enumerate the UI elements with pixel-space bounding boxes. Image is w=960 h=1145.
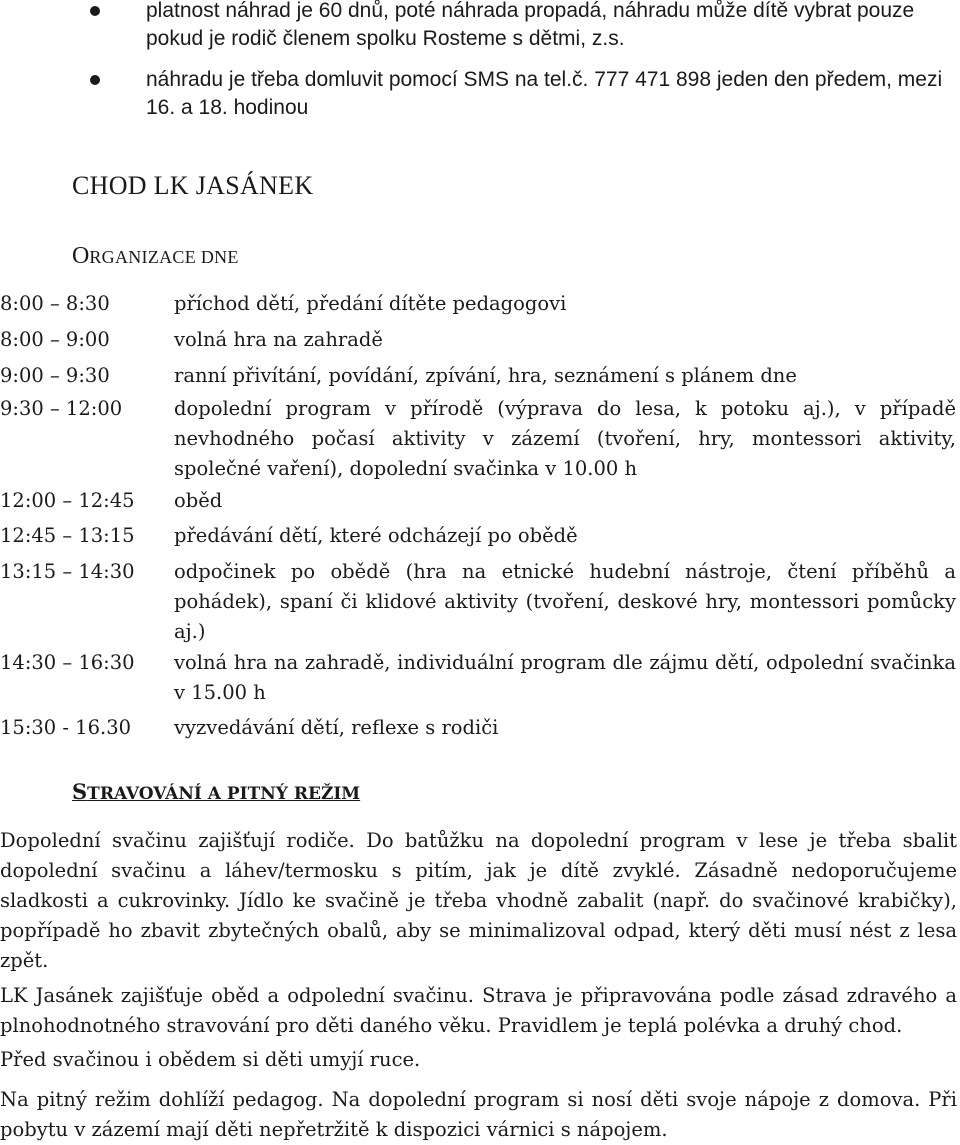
bullet-dot-icon — [90, 6, 100, 16]
schedule-activity: oběd — [174, 489, 223, 512]
heading-initial: O — [72, 243, 90, 269]
schedule-activity: dopolední program v přírodě (výprava do lesa, k potoku aj.), v případě nevhodného počasí aktivity v zázemí (tvoření, hry, montessori aktivity, společné vaření), dopolední svačinka v 10.00 h — [174, 397, 956, 480]
heading-rest: RGANIZACE DNE — [89, 247, 239, 267]
schedule-activity: volná hra na zahradě, individuální program dle zájmu dětí, odpolední svačinka v 15.00 h — [174, 651, 956, 704]
schedule-time: 12:00 – 12:45 — [0, 489, 135, 512]
paragraph: Na pitný režim dohlíží pedagog. Na dopolední program si nosí děti svoje nápoje z domova. Při pobytu v zázemí mají děti nepřetržitě k dispozici várnici s nápojem. — [0, 1088, 957, 1141]
schedule-activity: vyzvedávání dětí, reflexe s rodiči — [174, 716, 499, 739]
schedule-time: 9:30 – 12:00 — [0, 397, 123, 420]
heading-rest: TRAVOVÁNÍ A PITNÝ REŽIM — [87, 784, 361, 804]
schedule-activity: volná hra na zahradě — [174, 328, 383, 351]
paragraph: Před svačinou i obědem si děti umyjí ruce. — [0, 1048, 421, 1071]
heading-initial: S — [72, 779, 88, 804]
bullet-text: platnost náhrad je 60 dnů, poté náhrada propadá, náhradu může dítě vybrat pouze pokud je rodič členem spolku Rosteme s dětmi, z.s. — [146, 0, 915, 50]
schedule-activity: příchod dětí, předání dítěte pedagogovi — [174, 292, 567, 315]
schedule-time: 14:30 – 16:30 — [0, 651, 135, 674]
bullet-text: náhradu je třeba domluvit pomocí SMS na tel.č. 777 471 898 jeden den předem, mezi 16. a 18. hodinou — [146, 68, 943, 119]
schedule-activity: ranní přivítání, povídání, zpívání, hra, seznámení s plánem dne — [174, 364, 797, 387]
schedule-activity: předávání dětí, které odcházejí po obědě — [174, 524, 578, 547]
schedule-time: 8:00 – 9:00 — [0, 328, 110, 351]
schedule-time: 12:45 – 13:15 — [0, 524, 135, 547]
section-title: CHOD LK JASÁNEK — [72, 171, 314, 200]
schedule-time: 8:00 – 8:30 — [0, 292, 110, 315]
schedule-heading — [72, 243, 239, 270]
schedule-activity: odpočinek po obědě (hra na etnické hudební nástroje, čtení příběhů a pohádek), spaní či klidové aktivity (tvoření, deskové hry, montessori pomůcky aj.) — [174, 560, 956, 643]
bullet-dot-icon — [90, 75, 100, 85]
nutrition-heading — [72, 779, 360, 804]
paragraph: LK Jasánek zajišťuje oběd a odpolední svačinu. Strava je připravována podle zásad zdravého a plnohodnotného stravování pro děti daného věku. Pravidlem je teplá polévka a druhý chod. — [0, 984, 957, 1037]
schedule-time: 15:30 - 16.30 — [0, 716, 132, 739]
paragraph: Dopolední svačinu zajišťují rodiče. Do batůžku na dopolední program v lese je třeba sbalit dopolední svačinu a láhev/termosku s pitím, jak je dítě zvyklé. Zásadně nedoporučujeme sladkosti a cukrovinky. Jídlo ke svačině je třeba vhodně zabalit (např. do svačinové krabičky), popřípadě ho zbavit zbytečných obalů, aby se minimalizoval odpad, který děti musí nést z lesa zpět. — [0, 829, 957, 972]
schedule-time: 9:00 – 9:30 — [0, 364, 110, 387]
schedule-time: 13:15 – 14:30 — [0, 560, 135, 583]
